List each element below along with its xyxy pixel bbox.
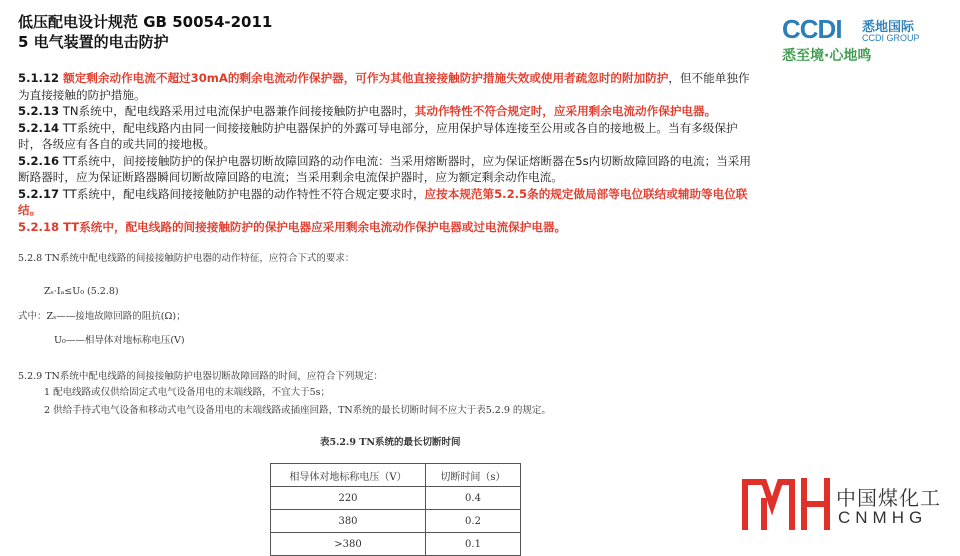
cnmhg-logo-mark: [742, 478, 830, 530]
ccdi-logo: [782, 14, 942, 64]
ccdi-logo-name-cn: 悉地国际: [862, 20, 915, 35]
formula-where-zs: 式中：Zₛ——接地故障回路的阻抗(Ω)；: [18, 311, 186, 322]
cnmhg-logo-name-en: CNMHG: [838, 508, 928, 527]
rule-text: ，但不能单独作为直接接触的防护措施。: [18, 71, 750, 102]
rule-text: TT系统中，配电线路内由同一间接接触防护电器保护的外露可导电部分，应用保护导体连接至公用或各自的接地极上。当有多级保护时，各级应有各自的或共同的接地极。: [18, 120, 738, 151]
table-cell: 0.4: [426, 487, 521, 510]
rule-5-2-13: [18, 103, 760, 120]
ccdi-logo-name-en: CCDI GROUP: [862, 33, 920, 43]
ccdi-slogan: 悉至境·心地鸣: [782, 48, 872, 64]
table-row: [271, 533, 521, 556]
rule-text: TN系统中，配电线路采用过电流保护电器兼作间接接触防护电器时，: [59, 104, 415, 118]
table-cell: >380: [271, 533, 426, 556]
page-title: [18, 12, 272, 52]
formula-5-2-8: Zₛ·Iₐ≤U₀ (5.2.8): [44, 286, 119, 297]
rule-highlight: 应按本规范第5.2.5条的规定做局部等电位联结或辅助等电位联结。: [18, 186, 748, 217]
rule-text: TT系统中，间接接触防护的保护电器切断故障回路的动作电流：当采用熔断器时，应为保证熔断器在5s内切断故障回路的电流；当采用断路器时，应为保证断路器瞬间切断故障回路的电流；当采用剩余电流保护器时，应为额定剩余动作电流。: [18, 153, 751, 184]
cutoff-time-table: [270, 463, 521, 556]
rule-number: 5.2.17: [18, 186, 60, 201]
rule-5-2-14: [18, 120, 760, 153]
rule-highlight: 其动作特性不符合规定时，应采用剩余电流动作保护电器。: [414, 104, 717, 118]
table-cell: 0.2: [426, 510, 521, 533]
section-5-2-9-item-1: 1 配电线路或仅供给固定式电气设备用电的末端线路，不宜大于5s；: [44, 387, 330, 398]
table-header: 切断时间（s）: [426, 464, 521, 487]
cnmhg-logo-name-cn: 中国煤化工: [836, 486, 941, 510]
rule-text: TT系统中，配电线路间接接触防护电器的动作特性不符合规定要求时，: [59, 186, 425, 201]
ccdi-logo-mark: CCDI: [782, 14, 842, 44]
rule-number: 5.2.16: [18, 153, 60, 168]
cnmhg-logo: [742, 474, 952, 534]
rule-5-2-16: [18, 153, 760, 186]
table-header-row: [271, 464, 521, 487]
title-line-1: 低压配电设计规范 GB 50054-2011: [18, 13, 273, 31]
rule-5-1-12: [18, 70, 760, 103]
section-5-2-9-title: 5.2.9 TN系统中配电线路的间接接触防护电器切断故障回路的时间，应符合下列规定：: [18, 371, 383, 382]
table-cell: 380: [271, 510, 426, 533]
table-cell: 220: [271, 487, 426, 510]
rule-number: 5.2.14: [18, 120, 60, 135]
rules-block: [18, 70, 760, 235]
table-header: 相导体对地标称电压（V）: [271, 464, 426, 487]
table-cell: 0.1: [426, 533, 521, 556]
section-5-2-9-item-2: 2 供给手持式电气设备和移动式电气设备用电的末端线路或插座回路，TN系统的最长切断时间不应大于表5.2.9 的规定。: [44, 405, 551, 416]
section-5-2-8-title: 5.2.8 TN系统中配电线路的间接接触防护电器的动作特征，应符合下式的要求：: [18, 253, 355, 264]
rule-highlight: 额定剩余动作电流不超过30mA的剩余电流动作保护器，可作为其他直接接触防护措施失效或使用者疏忽时的附加防护: [59, 71, 669, 85]
table-row: [271, 510, 521, 533]
rule-number: 5.1.12: [18, 71, 60, 85]
table-caption: 表5.2.9 TN系统的最长切断时间: [320, 437, 461, 448]
formula-where-u0: U₀——相导体对地标称电压(V): [54, 335, 185, 346]
table-row: [271, 487, 521, 510]
title-line-2: 5 电气装置的电击防护: [18, 33, 169, 51]
rule-5-2-17: [18, 186, 760, 219]
rule-5-2-18: 5.2.18 TT系统中，配电线路的间接接触防护的保护电器应采用剩余电流动作保护电器或过电流保护电器。: [18, 219, 567, 234]
rule-number: 5.2.13: [18, 104, 60, 118]
